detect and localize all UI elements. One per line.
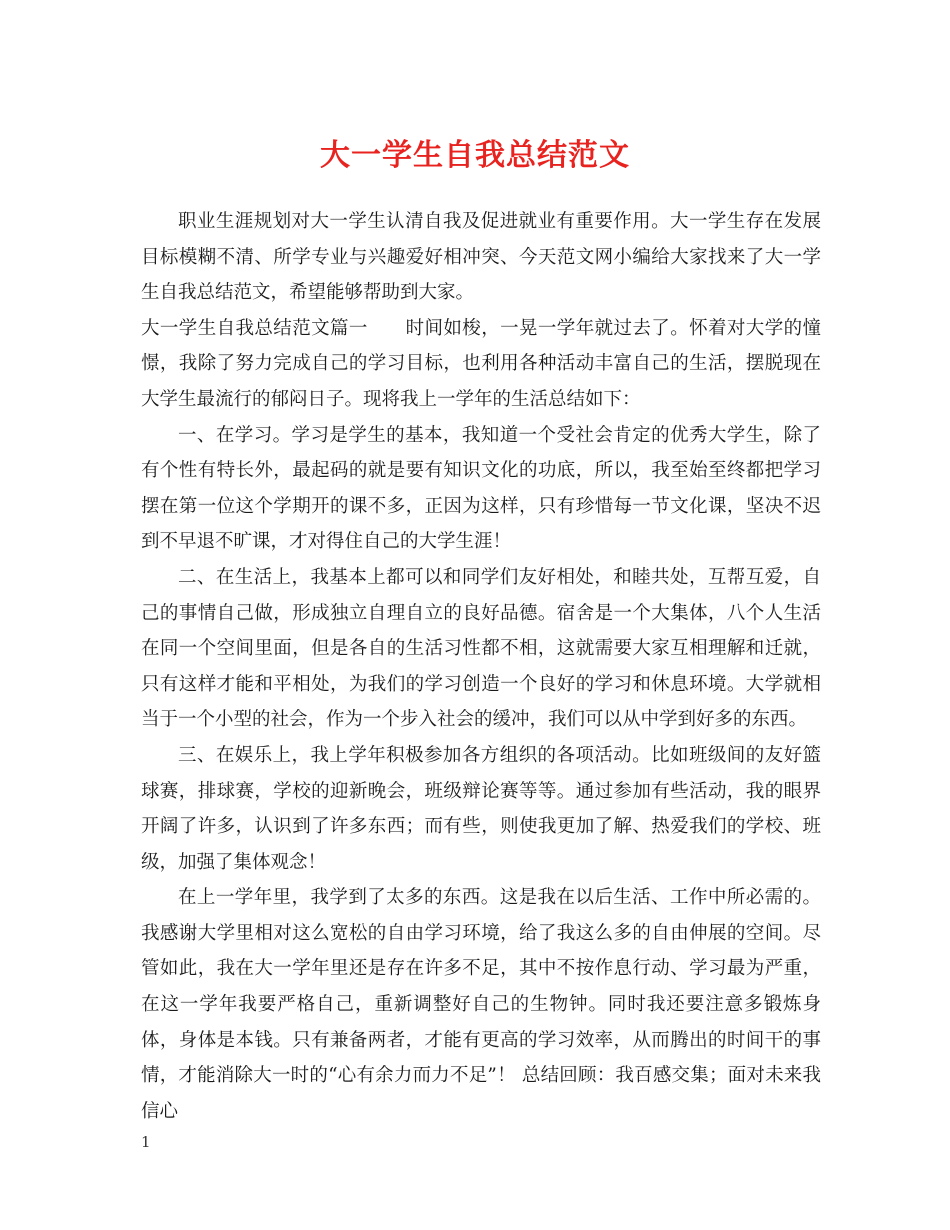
paragraph-review: 在上一学年里，我学到了太多的东西。这是我在以后生活、工作中所必需的。我感谢大学里相对这么宽松的自由学习环境，给了我这么多的自由伸展的空间。尽管如此，我在大一学年里还是存在许多不足，其中不按作息行动、学习最为严重，在这一学年我要严格自己，重新调整好自己的生物钟。同时我还要注意多锻炼身体，身体是本钱。只有兼备两者，才能有更高的学习效率，从而腾出的时间干的事情，才能消除大一时的“心有余力而力不足”！ 总结回顾：我百感交集；面对未来我信心: [141, 887, 821, 1122]
document-body: [141, 204, 821, 1129]
paragraph-life: 二、在生活上，我基本上都可以和同学们友好相处，和睦共处，互帮互爱，自己的事情自己做，形成独立自理自立的良好品德。宿舍是一个大集体，八个人生活在同一个空间里面，但是各自的生活习性都不相，这就需要大家互相理解和迁就，只有这样才能和平相处，为我们的学习创造一个良好的学习和休息环境。大学就相当于一个小型的社会，作为一个步入社会的缓冲，我们可以从中学到好多的东西。: [141, 566, 821, 731]
paragraph-intro: 职业生涯规划对大一学生认清自我及促进就业有重要作用。大一学生存在发展目标模糊不清、所学专业与兴趣爱好相冲突、今天范文网小编给大家找来了大一学生自我总结范文，希望能够帮助到大家。: [141, 211, 821, 304]
document-title: 大一学生自我总结范文: [320, 138, 630, 173]
paragraph-section-one-start: 大一学生自我总结范文篇一 时间如梭，一晃一学年就过去了。怀着对大学的憧憬，我除了努力完成自己的学习目标，也利用各种活动丰富自己的生活，摆脱现在大学生最流行的郁闷日子。现将我上一学年的生活总结如下：: [141, 317, 821, 410]
paragraph-entertainment: 三、在娱乐上，我上学年积极参加各方组织的各项活动。比如班级间的友好篮球赛，排球赛，学校的迎新晚会，班级辩论赛等等。通过参加有些活动，我的眼界开阔了许多，认识到了许多东西；而有些，则使我更加了解、热爱我们的学校、班级，加强了集体观念！: [141, 744, 821, 873]
paragraph-study: 一、在学习。学习是学生的基本，我知道一个受社会肯定的优秀大学生，除了有个性有特长外，最起码的就是要有知识文化的功底，所以，我至始至终都把学习摆在第一位这个学期开的课不多，正因为这样，只有珍惜每一节文化课，坚决不迟到不早退不旷课，才对得住自己的大学生涯！: [141, 424, 821, 553]
page-number: 1: [141, 1133, 151, 1151]
